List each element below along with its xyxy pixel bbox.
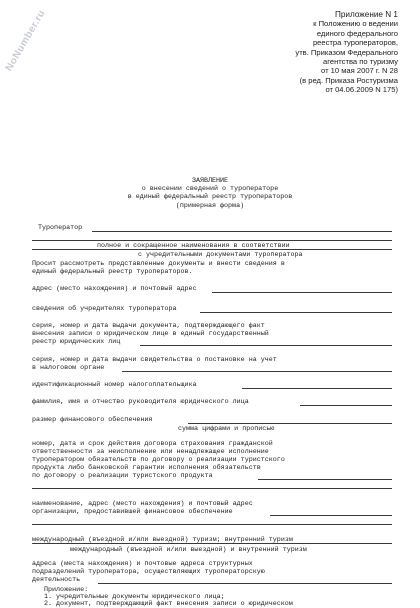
tour-operator-note: с учредительными документами туроператора xyxy=(138,251,303,259)
appendix-line: утв. Приказом Федерального xyxy=(295,47,398,57)
registration-doc-label: реестр юридических лиц xyxy=(32,338,121,346)
appendix-line: единого федерального xyxy=(316,28,398,38)
tourism-type-line xyxy=(32,543,392,544)
title-line: о внесении сведений о туроператоре xyxy=(141,185,279,194)
registration-doc-label: внесения записи о юридическом лице в единый государственный xyxy=(32,330,269,338)
registration-doc-line xyxy=(140,345,392,346)
insurance-label: номер, дата и срок действия договора страхования гражданской xyxy=(32,440,273,448)
finance-note: сумма цифрами и прописью xyxy=(178,425,275,433)
tour-operator-line xyxy=(92,231,392,232)
insurance-label: продукта либо банковской гарантии исполнения обязательств xyxy=(32,464,261,472)
guarantor-line xyxy=(270,515,392,516)
watermark-logo: NoNumber.ru xyxy=(3,8,48,74)
guarantor-line-2 xyxy=(32,524,392,525)
finance-line xyxy=(188,423,392,424)
document-title xyxy=(0,177,420,210)
tourism-type-option: международный (въездной и/или выездной) и внутренний туризм xyxy=(70,546,307,554)
guarantor-label: наименование, адрес (место нахождения) и почтовый адрес xyxy=(32,500,253,508)
branches-label: деятельность xyxy=(32,576,81,584)
appendix-line: от 04.06.2009 N 175) xyxy=(325,85,398,95)
branches-label: подразделений туроператора, осуществляющих туроператорскую xyxy=(32,568,265,576)
address-line xyxy=(212,292,392,293)
tax-certificate-line xyxy=(122,371,392,372)
request-text: единый федеральный реестр туроператоров. xyxy=(32,268,193,276)
head-line xyxy=(300,405,392,406)
appendix-line: реестра туроператоров, xyxy=(312,38,398,48)
founders-line xyxy=(200,312,392,313)
title-line: в единый федеральный реестр туроператоров xyxy=(127,193,293,202)
insurance-label: туроператором обязательств по договору о реализации туристского xyxy=(32,456,285,464)
insurance-label: ответственности за неисполнение или ненадлежащее исполнение xyxy=(32,448,269,456)
attachment-item: 2. документ, подтверждающий факт внесения записи о юридическом xyxy=(44,600,293,608)
finance-label: размер финансового обеспечения xyxy=(32,416,153,424)
inn-line xyxy=(242,388,392,389)
registration-doc-label: серия, номер и дата выдачи документа, подтверждающего факт xyxy=(32,322,265,330)
founders-label: сведения об учредителях туроператора xyxy=(32,305,177,313)
appendix-line: Приложение N 1 xyxy=(334,10,398,19)
tour-operator-line-2 xyxy=(32,240,392,241)
branches-line xyxy=(98,583,392,584)
tour-operator-label: Туроператор xyxy=(38,224,83,232)
tour-operator-line-3 xyxy=(32,249,392,250)
appendix-header xyxy=(168,10,398,95)
appendix-line: (в ред. Приказа Ростуризма xyxy=(299,75,398,85)
appendix-line: к Положению о ведении xyxy=(313,19,398,29)
insurance-label: по договору о реализации туристского продукта xyxy=(32,472,213,480)
address-label: адрес (место нахождения) и почтовый адрес xyxy=(32,285,197,293)
inn-label: идентификационный номер налогоплательщика xyxy=(32,381,197,389)
attachment-item: 1. учредительные документы юридического лица; xyxy=(44,593,225,601)
title-line: (примерная форма) xyxy=(175,201,245,210)
insurance-line xyxy=(258,479,392,480)
head-label: фамилия, имя и отчество руководителя юридического лица xyxy=(32,398,249,406)
tour-operator-note: полное и сокращенное наименования в соответствии xyxy=(97,242,290,250)
branches-label: адреса (места нахождения) и почтовые адреса структурных xyxy=(32,560,253,568)
tourism-type-option: международный (въездной и/или выездной) туризм; внутренний туризм xyxy=(32,536,293,544)
insurance-line-2 xyxy=(32,488,392,489)
tax-certificate-label: в налоговом органе xyxy=(32,364,105,372)
guarantor-label: организации, предоставившей финансовое обеспечение xyxy=(32,508,233,516)
tax-certificate-label: серия, номер и дата выдачи свидетельства о постановке на учет xyxy=(32,356,277,364)
attachment-label: Приложение: xyxy=(44,586,89,594)
appendix-line: агентства по туризму xyxy=(323,57,398,67)
title-line: ЗАЯВЛЕНИЕ xyxy=(191,177,229,185)
appendix-line: от 10 мая 2007 г. N 28 xyxy=(321,66,398,76)
request-text: Просит рассмотреть представленные документы и внести сведения в xyxy=(32,260,285,268)
